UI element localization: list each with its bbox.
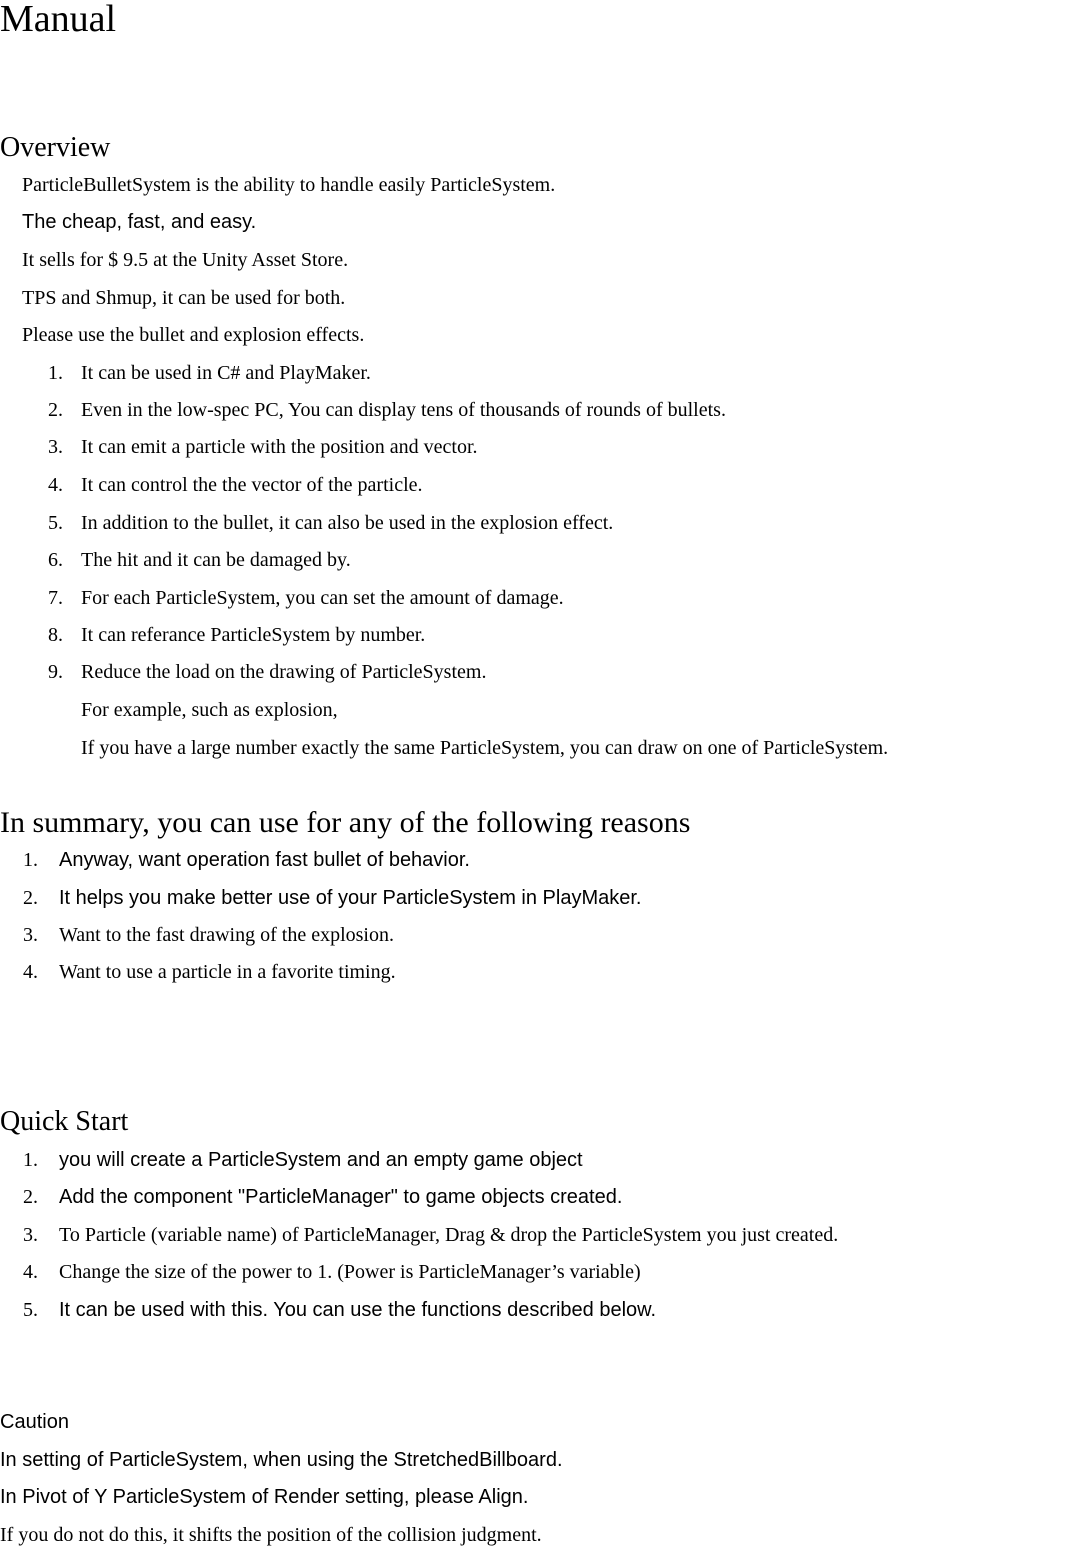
list-item-continuation: For example, such as explosion,: [81, 699, 338, 721]
list-number: 8.: [48, 624, 63, 646]
list-item: To Particle (variable name) of ParticleManager, Drag & drop the ParticleSystem you just created.: [59, 1224, 839, 1246]
list-item: Reduce the load on the drawing of ParticleSystem.: [81, 661, 487, 683]
list-number: 1.: [23, 1149, 38, 1171]
list-item: It can control the the vector of the particle.: [81, 474, 423, 496]
overview-heading: Overview: [0, 132, 111, 163]
list-number: 3.: [48, 436, 63, 458]
overview-line: Please use the bullet and explosion effects.: [22, 324, 365, 346]
list-number: 4.: [23, 1261, 38, 1283]
caution-heading: Caution: [0, 1411, 69, 1433]
list-number: 7.: [48, 587, 63, 609]
list-number: 5.: [23, 1299, 38, 1321]
list-item: Want to the fast drawing of the explosion.: [59, 924, 394, 946]
list-item: It can be used with this. You can use the functions described below.: [59, 1299, 657, 1321]
list-item: Want to use a particle in a favorite timing.: [59, 961, 396, 983]
list-item: In addition to the bullet, it can also be used in the explosion effect.: [81, 512, 614, 534]
list-item: The hit and it can be damaged by.: [81, 549, 351, 571]
caution-line: If you do not do this, it shifts the position of the collision judgment.: [0, 1524, 542, 1546]
list-number: 4.: [48, 474, 63, 496]
list-number: 9.: [48, 661, 63, 683]
list-item: It can referance ParticleSystem by number.: [81, 624, 426, 646]
list-number: 5.: [48, 512, 63, 534]
summary-heading: In summary, you can use for any of the following reasons: [0, 806, 691, 839]
list-item: It can be used in C# and PlayMaker.: [81, 362, 371, 384]
document-title: Manual: [0, 0, 117, 40]
list-item: Anyway, want operation fast bullet of behavior.: [59, 849, 470, 871]
list-number: 3.: [23, 1224, 38, 1246]
list-item: For each ParticleSystem, you can set the amount of damage.: [81, 587, 564, 609]
list-number: 2.: [23, 887, 38, 909]
list-number: 6.: [48, 549, 63, 571]
quickstart-heading: Quick Start: [0, 1106, 129, 1137]
list-item: Even in the low-spec PC, You can display tens of thousands of rounds of bullets.: [81, 399, 726, 421]
list-item: you will create a ParticleSystem and an empty game object: [59, 1149, 583, 1171]
overview-line: The cheap, fast, and easy.: [22, 211, 257, 233]
overview-line: It sells for $ 9.5 at the Unity Asset Store.: [22, 249, 349, 271]
list-item-continuation: If you have a large number exactly the same ParticleSystem, you can draw on one of ParticleSystem.: [81, 737, 889, 759]
list-number: 1.: [48, 362, 63, 384]
list-number: 4.: [23, 961, 38, 983]
list-number: 2.: [23, 1186, 38, 1208]
list-number: 2.: [48, 399, 63, 421]
list-number: 1.: [23, 849, 38, 871]
caution-line: In Pivot of Y ParticleSystem of Render setting, please Align.: [0, 1486, 529, 1508]
overview-line: ParticleBulletSystem is the ability to handle easily ParticleSystem.: [22, 174, 556, 196]
caution-line: In setting of ParticleSystem, when using the StretchedBillboard.: [0, 1449, 563, 1471]
list-item: It helps you make better use of your ParticleSystem in PlayMaker.: [59, 887, 642, 909]
list-item: Add the component "ParticleManager" to game objects created.: [59, 1186, 623, 1208]
list-item: Change the size of the power to 1. (Power is ParticleManager’s variable): [59, 1261, 641, 1283]
list-number: 3.: [23, 924, 38, 946]
list-item: It can emit a particle with the position and vector.: [81, 436, 478, 458]
overview-line: TPS and Shmup, it can be used for both.: [22, 287, 346, 309]
